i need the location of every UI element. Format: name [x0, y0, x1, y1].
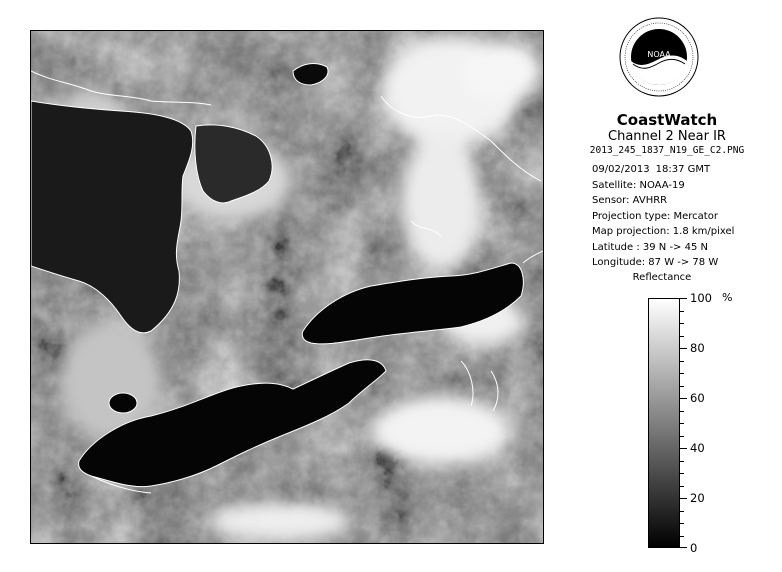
colorbar-tick — [680, 536, 684, 537]
colorbar-tick — [680, 348, 687, 349]
colorbar-tick — [680, 547, 687, 548]
colorbar-tick — [680, 473, 684, 474]
colorbar-tick — [680, 361, 684, 362]
colorbar-tick — [680, 398, 687, 399]
product-header — [560, 112, 774, 157]
colorbar-tick — [680, 373, 684, 374]
colorbar-tick-label: 20 — [690, 491, 705, 505]
colorbar-tick — [680, 486, 684, 487]
satellite-line: Satellite: NOAA-19 — [592, 179, 685, 191]
longitude-line: Longitude: 87 W -> 78 W — [592, 257, 719, 268]
colorbar-label: Reflectance — [632, 272, 692, 283]
colorbar-tick-label: 40 — [690, 441, 705, 455]
colorbar-tick — [680, 311, 684, 312]
colorbar-tick-label: 60 — [690, 391, 705, 405]
colorbar-tick — [680, 336, 684, 337]
product-title: CoastWatch — [616, 111, 718, 129]
colorbar-tick — [680, 298, 687, 299]
colorbar-tick-label: 80 — [690, 341, 705, 355]
date-time-line — [592, 162, 734, 178]
sensor-line: Sensor: AVHRR — [592, 195, 668, 206]
colorbar-tick — [680, 423, 684, 424]
product-subtitle: Channel 2 Near IR — [608, 129, 726, 144]
colorbar-tick — [680, 386, 684, 387]
colorbar-tick-label: 0 — [690, 541, 698, 555]
metadata-block — [592, 162, 734, 271]
date-value: 09/02/2013 — [592, 164, 650, 175]
colorbar-unit: % — [722, 291, 733, 304]
colorbar-tick — [680, 461, 684, 462]
map-projection-line: Map projection: 1.8 km/pixel — [592, 226, 735, 237]
colorbar-tick — [680, 523, 684, 524]
product-filename: 2013_245_1837_N19_GE_C2.PNG — [589, 145, 745, 156]
colorbar — [648, 298, 680, 548]
map-svg — [31, 31, 543, 543]
noaa-logo-svg — [619, 17, 699, 97]
colorbar-tick-label: 100 — [690, 291, 712, 305]
colorbar-tick — [680, 498, 687, 499]
projection-type-line: Projection type: Mercator — [592, 210, 718, 222]
colorbar-tick — [680, 511, 684, 512]
time-value: 18:37 GMT — [655, 164, 711, 175]
colorbar-tick — [680, 411, 684, 412]
lake-st-clair — [109, 393, 137, 413]
colorbar-tick — [680, 323, 684, 324]
colorbar-tick — [680, 436, 684, 437]
noaa-logo-text: NOAA — [647, 50, 671, 59]
latitude-line: Latitude : 39 N -> 45 N — [592, 241, 708, 253]
satellite-image — [30, 30, 544, 544]
colorbar-tick — [680, 448, 687, 449]
noaa-logo-icon — [619, 17, 699, 97]
